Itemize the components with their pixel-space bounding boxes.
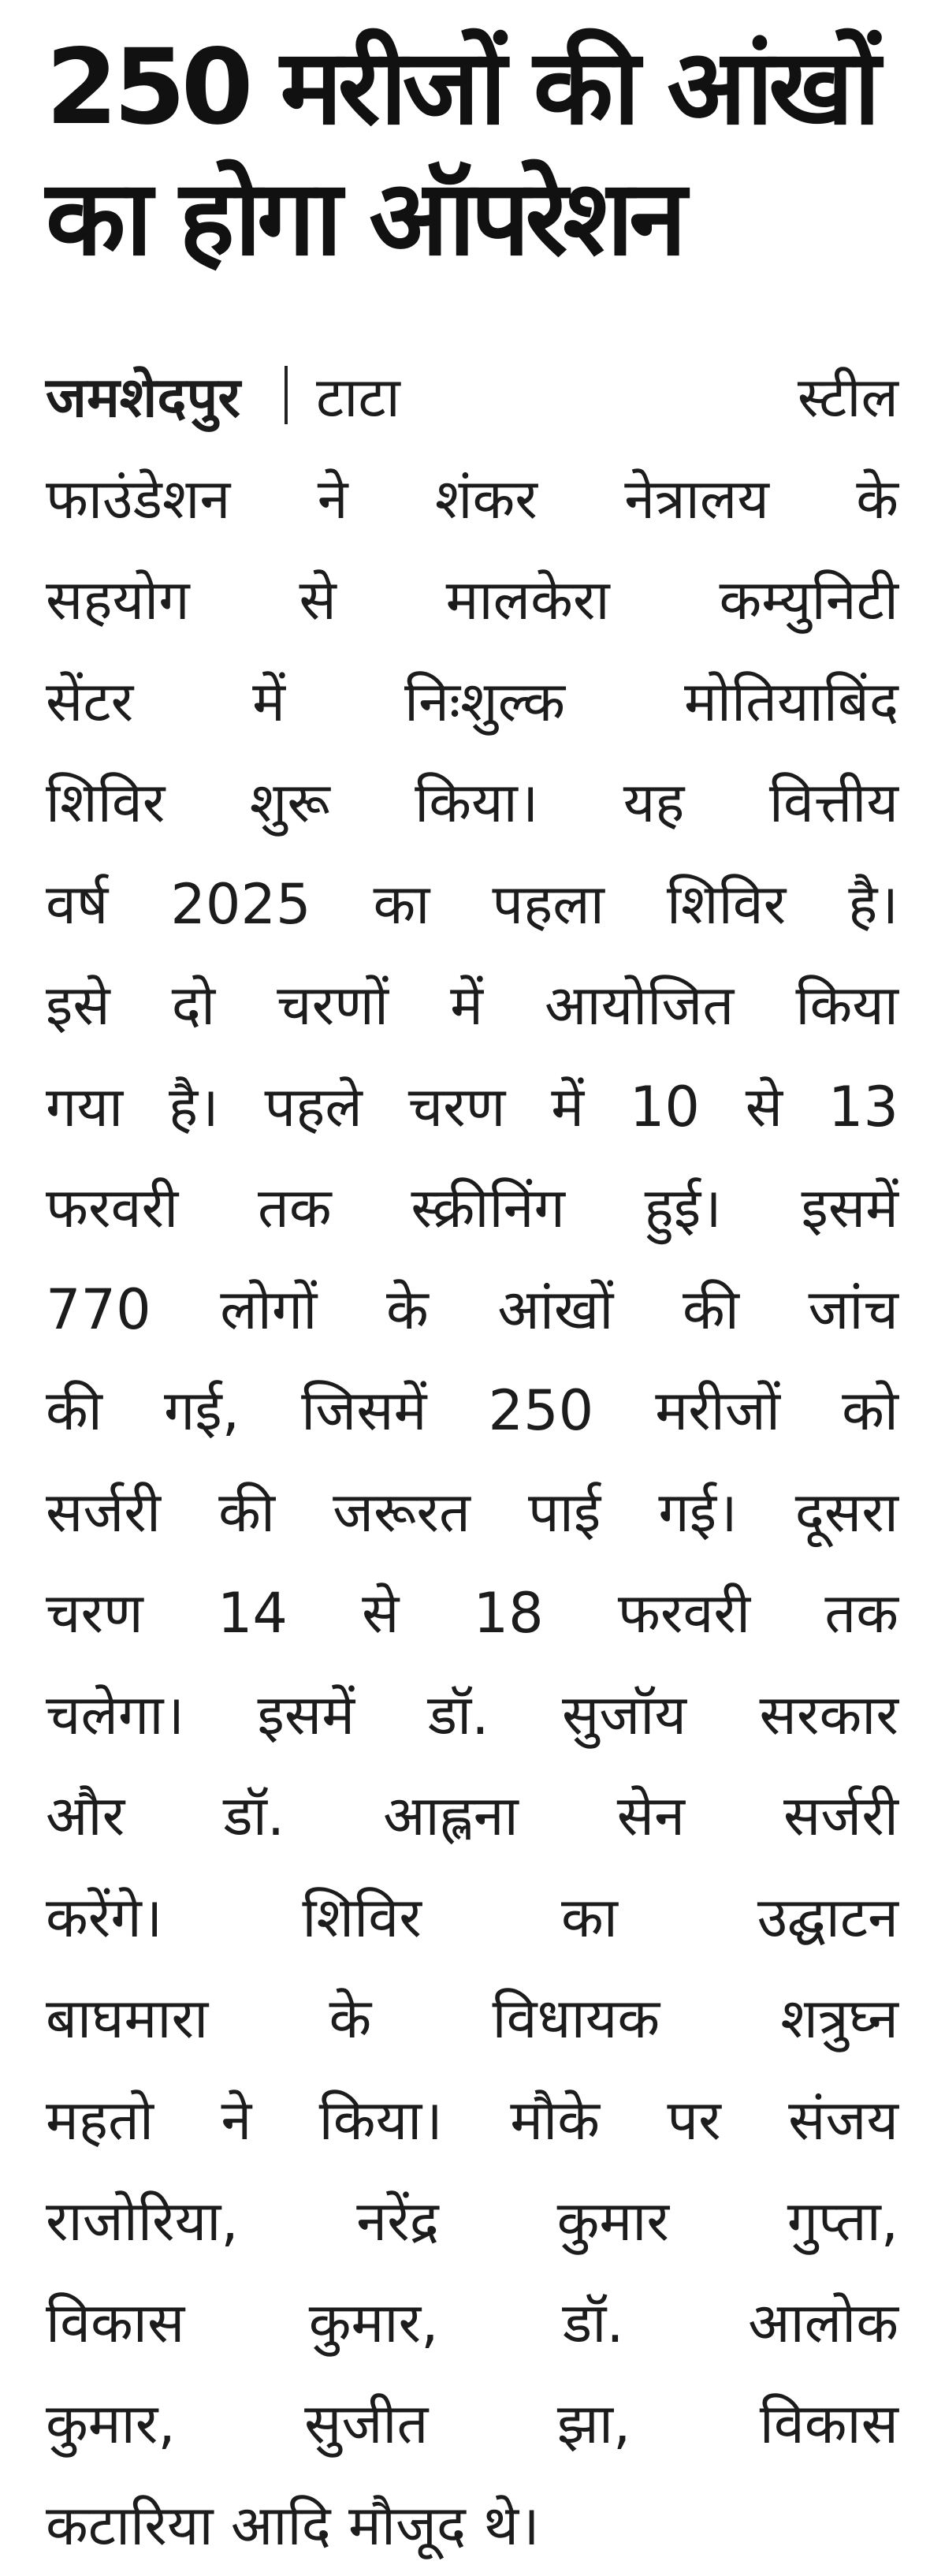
body-line: करेंगे। शिविर का उद्घाटन — [46, 1867, 898, 1969]
body-line: शिविर शुरू किया। यह वित्तीय — [46, 752, 898, 854]
body-line — [46, 347, 898, 449]
headline-line-2: का होगा ऑपरेशन — [46, 153, 905, 284]
body-line: सेंटर में निःशुल्क मोतियाबिंद — [46, 651, 898, 753]
body-line: फरवरी तक स्क्रीनिंग हुई। इसमें — [46, 1158, 898, 1259]
body-line: कटारिया आदि मौजूद थे। — [46, 2475, 898, 2576]
body-line: बाघमारा के विधायक शत्रुघ्न — [46, 1968, 898, 2070]
body-line: विकास कुमार, डॉ. आलोक — [46, 2272, 898, 2374]
body-line: कुमार, सुजीत झा, विकास — [46, 2373, 898, 2475]
body-line: सहयोग से मालकेरा कम्युनिटी — [46, 550, 898, 651]
body-line: फाउंडेशन ने शंकर नेत्रालय के — [46, 449, 898, 550]
headline-line-1: 250 मरीजों की आंखों — [46, 22, 905, 153]
dateline-separator — [285, 366, 288, 424]
dateline: जमशेदपुर — [46, 365, 240, 430]
headline — [46, 22, 905, 284]
body-line: महतो ने किया। मौके पर संजय — [46, 2070, 898, 2172]
body-line: इसे दो चरणों में आयोजित किया — [46, 955, 898, 1057]
body-line-text: टाटा स्टील — [316, 365, 898, 430]
body-line: गया है। पहले चरण में 10 से 13 — [46, 1057, 898, 1158]
body-line: की गई, जिसमें 250 मरीजों को — [46, 1360, 898, 1462]
body-line: और डॉ. आह्लना सेन सर्जरी — [46, 1765, 898, 1867]
body-line: वर्ष 2025 का पहला शिविर है। — [46, 854, 898, 956]
body-line: 770 लोगों के आंखों की जांच — [46, 1259, 898, 1361]
article-body — [46, 347, 898, 2576]
body-line: राजोरिया, नरेंद्र कुमार गुप्ता, — [46, 2171, 898, 2272]
body-line: सर्जरी की जरूरत पाई गई। दूसरा — [46, 1462, 898, 1564]
body-line: चरण 14 से 18 फरवरी तक — [46, 1563, 898, 1665]
body-line: चलेगा। इसमें डॉ. सुजॉय सरकार — [46, 1665, 898, 1766]
